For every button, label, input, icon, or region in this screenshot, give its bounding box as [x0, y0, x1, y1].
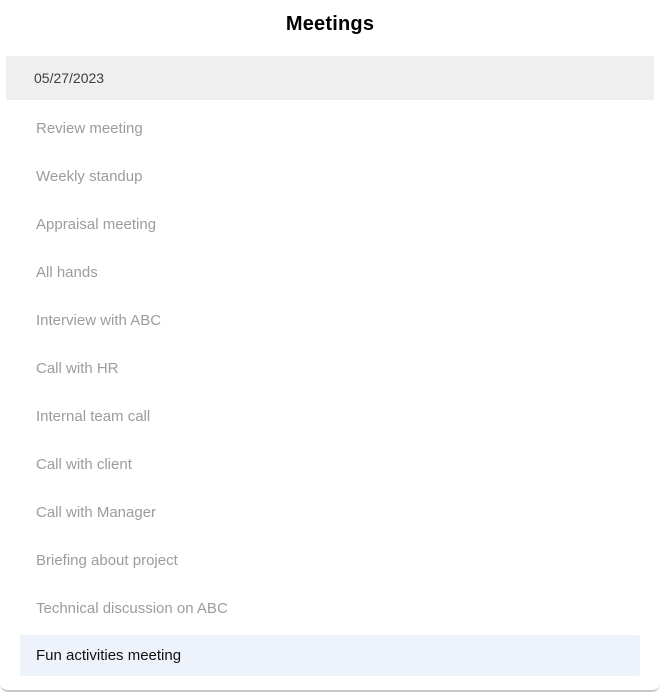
meeting-item-label: Technical discussion on ABC — [36, 599, 228, 617]
meeting-item-label: Appraisal meeting — [36, 215, 157, 233]
meeting-item-label: Fun activities meeting — [36, 647, 182, 664]
meeting-list — [0, 100, 660, 676]
meeting-item[interactable] — [0, 104, 660, 152]
date-section-header — [6, 56, 654, 100]
meeting-item-label: Review meeting — [36, 119, 143, 137]
meeting-item[interactable] — [0, 392, 660, 440]
meeting-item-label: Call with HR — [36, 359, 119, 377]
meeting-item[interactable] — [0, 152, 660, 200]
meeting-item-label: Internal team call — [36, 407, 151, 425]
meeting-item[interactable] — [0, 536, 660, 584]
meeting-item-label: Call with client — [36, 455, 132, 473]
header — [0, 0, 660, 48]
meeting-item[interactable] — [0, 344, 660, 392]
meeting-item[interactable] — [20, 635, 640, 676]
meeting-item-label: Call with Manager — [36, 503, 157, 521]
meeting-item[interactable] — [0, 584, 660, 632]
meeting-item-label: Interview with ABC — [36, 311, 162, 329]
meeting-item[interactable] — [0, 296, 660, 344]
meeting-item-label: Weekly standup — [36, 167, 143, 185]
meeting-item[interactable] — [0, 440, 660, 488]
meeting-item[interactable] — [0, 488, 660, 536]
meeting-item-label: Briefing about project — [36, 551, 178, 569]
date-section-label: 05/27/2023 — [34, 70, 105, 86]
page-title: Meetings — [285, 12, 375, 35]
meeting-item-label: All hands — [36, 263, 98, 281]
meeting-item[interactable] — [0, 248, 660, 296]
meeting-item[interactable] — [0, 200, 660, 248]
